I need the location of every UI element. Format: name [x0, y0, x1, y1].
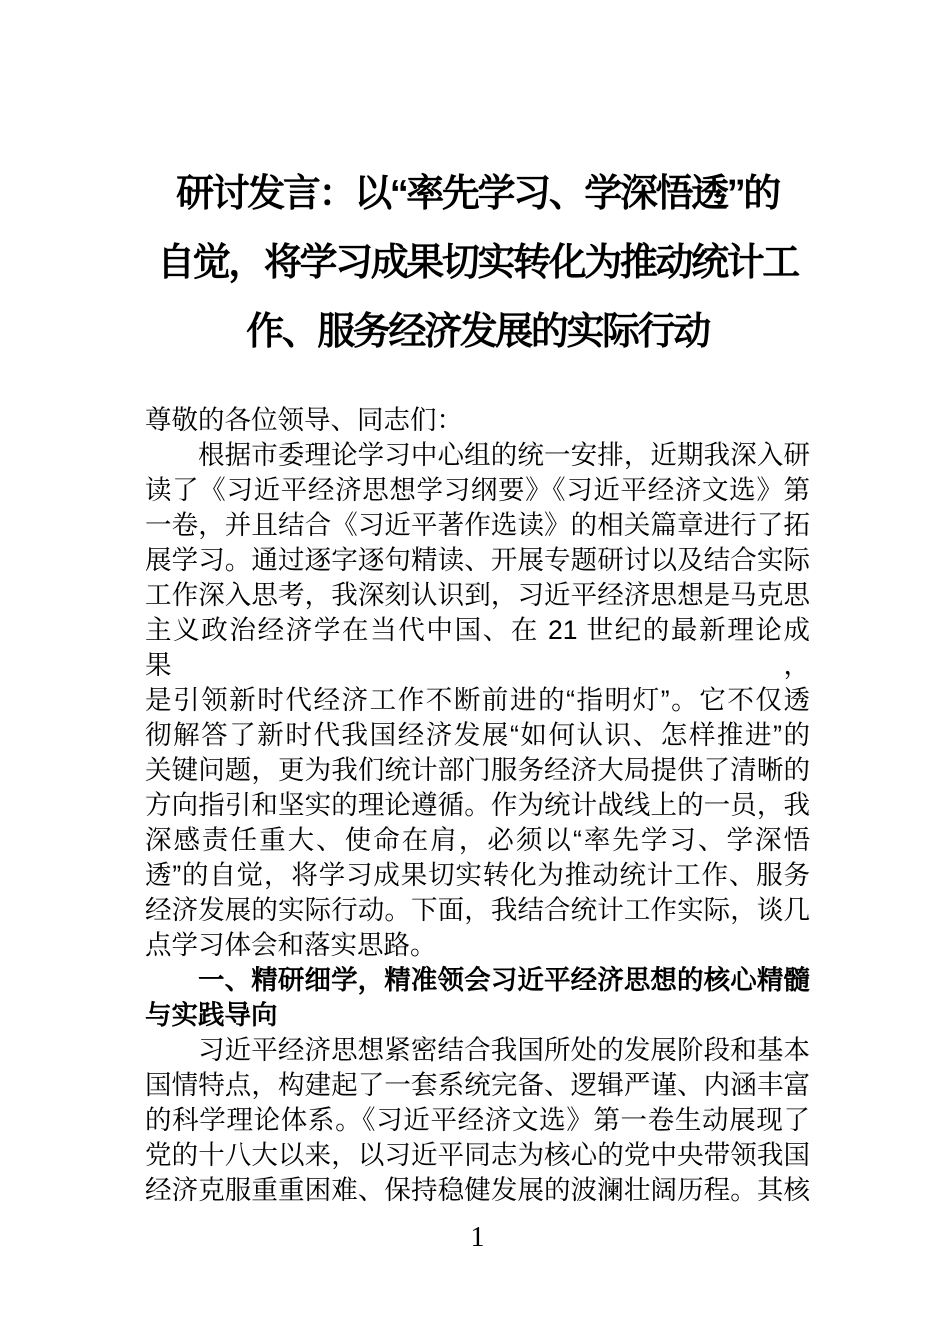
text-line: 经济发展的实际行动。下面，我结合统计工作实际，谈几	[145, 895, 810, 925]
text-line: 彻解答了新时代我国经济发展“如何认识、怎样推进”的	[145, 720, 810, 750]
title-line: 自觉，将学习成果切实转化为推动统计工	[157, 242, 798, 284]
text-line: 是引领新时代经济工作不断前进的“指明灯”。它不仅透	[145, 685, 810, 715]
text-line: 深感责任重大、使命在肩，必须以“率先学习、学深悟	[145, 825, 810, 855]
text-line: 透”的自觉，将学习成果切实转化为推动统计工作、服务	[145, 860, 810, 890]
title-line: 研讨发言：以“率先学习、学深悟透”的	[176, 173, 779, 215]
text-line: 经济克服重重困难、保持稳健发展的波澜壮阔历程。其核	[145, 1175, 810, 1205]
text-line: 尊敬的各位领导、同志们：	[145, 405, 463, 435]
text-line: 展学习。通过逐字逐句精读、开展专题研讨以及结合实际	[145, 545, 810, 575]
section-heading	[145, 963, 810, 1033]
document-body	[145, 403, 810, 1208]
text-line: 方向指引和坚实的理论遵循。作为统计战线上的一员，我	[145, 790, 810, 820]
salutation	[145, 403, 810, 438]
text-line: 读了《习近平经济思想学习纲要》《习近平经济文选》第	[145, 475, 810, 505]
text-line: 根据市委理论学习中心组的统一安排，近期我深入研	[198, 440, 810, 470]
text-line: 点学习体会和落实思路。	[145, 930, 437, 960]
paragraph	[145, 438, 810, 963]
text-line: 的科学理论体系。《习近平经济文选》第一卷生动展现了	[145, 1105, 810, 1135]
paragraph	[145, 1033, 810, 1208]
text-line: 工作深入思考，我深刻认识到，习近平经济思想是马克思	[145, 580, 810, 610]
text-line: 习近平经济思想紧密结合我国所处的发展阶段和基本	[198, 1035, 810, 1065]
text-line: 一卷，并且结合《习近平著作选读》的相关篇章进行了拓	[145, 510, 810, 540]
title-line: 作、服务经济发展的实际行动	[246, 311, 709, 353]
text-line: 与实践导向	[145, 1000, 278, 1030]
text-line: 关键问题，更为我们统计部门服务经济大局提供了清晰的	[145, 755, 810, 785]
document-title	[145, 160, 810, 367]
text-line: 主义政治经济学在当代中国、在 21 世纪的最新理论成果，	[145, 615, 810, 680]
text-line: 党的十八大以来，以习近平同志为核心的党中央带领我国	[145, 1140, 810, 1170]
text-line: 一、精研细学，精准领会习近平经济思想的核心精髓	[198, 965, 810, 995]
text-line: 国情特点，构建起了一套系统完备、逻辑严谨、内涵丰富	[145, 1070, 810, 1100]
page-number: 1	[470, 1222, 485, 1253]
